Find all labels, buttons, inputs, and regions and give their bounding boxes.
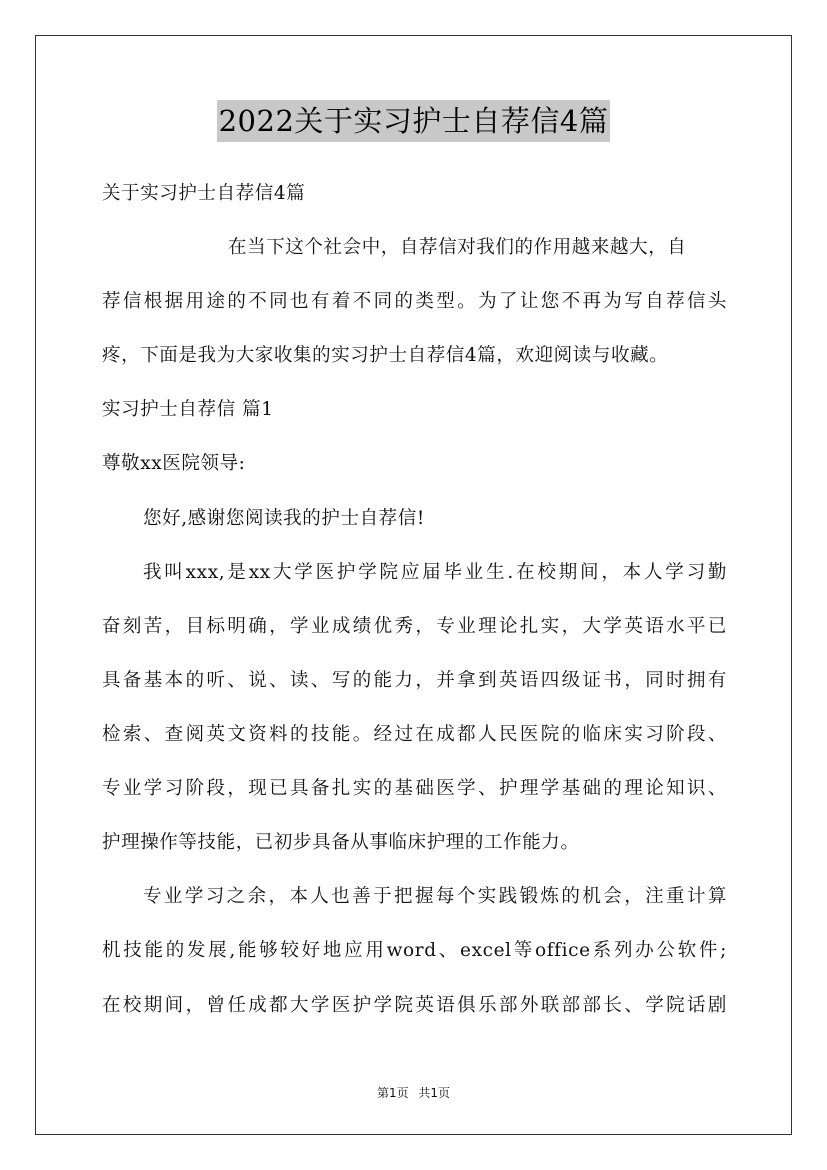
paragraph-line: 疼，下面是我为大家收集的实习护士自荐信4篇，欢迎阅读与收藏。 bbox=[102, 345, 669, 366]
salutation: 尊敬xx医院领导: bbox=[102, 453, 246, 474]
page-footer bbox=[0, 1084, 827, 1101]
document-subtitle: 关于实习护士自荐信4篇 bbox=[102, 183, 306, 204]
page-number: 第1页 bbox=[376, 1086, 409, 1100]
paragraph-line: 专业学习之余，本人也善于把握每个实践锻炼的机会，注重计算 bbox=[143, 886, 727, 907]
paragraph-line: 具备基本的听、说、读、写的能力，并拿到英语四级证书，同时拥有 bbox=[102, 670, 727, 691]
paragraph-line: 荐信根据用途的不同也有着不同的类型。为了让您不再为写自荐信头 bbox=[102, 291, 727, 312]
paragraph-line: 护理操作等技能，已初步具备从事临床护理的工作能力。 bbox=[102, 832, 580, 853]
title-container bbox=[0, 100, 827, 142]
document-title: 2022关于实习护士自荐信4篇 bbox=[217, 100, 611, 142]
paragraph-line: 专业学习阶段，现已具备扎实的基础医学、护理学基础的理论知识、 bbox=[102, 778, 727, 799]
paragraph-line: 在当下这个社会中，自荐信对我们的作用越来越大，自 bbox=[228, 237, 687, 258]
paragraph-line: 机技能的发展,能够较好地应用word、excel等office系列办公软件; bbox=[102, 940, 727, 961]
paragraph-line: 检索、查阅英文资料的技能。经过在成都人民医院的临床实习阶段、 bbox=[102, 724, 727, 745]
section-heading: 实习护士自荐信 篇1 bbox=[102, 399, 274, 420]
page-total: 共1页 bbox=[418, 1086, 451, 1100]
paragraph-line: 奋刻苦，目标明确，学业成绩优秀，专业理论扎实，大学英语水平已 bbox=[102, 616, 727, 637]
paragraph-line: 您好,感谢您阅读我的护士自荐信! bbox=[143, 508, 425, 529]
paragraph-line: 我叫xxx,是xx大学医护学院应届毕业生.在校期间，本人学习勤 bbox=[143, 562, 727, 583]
paragraph-line: 在校期间，曾任成都大学医护学院英语俱乐部外联部部长、学院话剧 bbox=[102, 995, 727, 1016]
